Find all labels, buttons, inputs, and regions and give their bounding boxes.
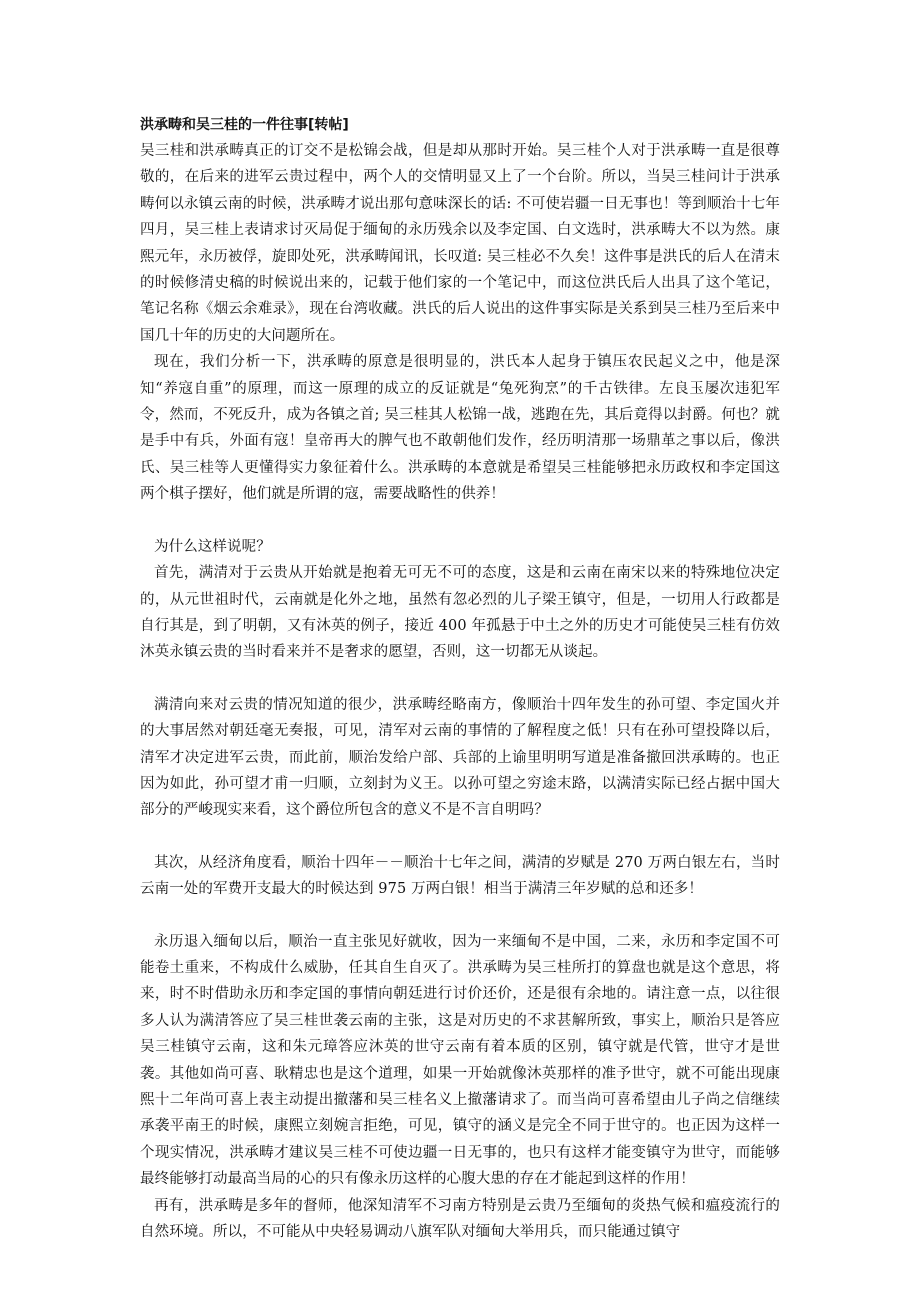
paragraph-gap: [140, 508, 780, 534]
paragraph-8: 再有，洪承畴是多年的督师，他深知清军不习南方特别是云贵乃至缅甸的炎热气候和瘟疫流行的自然环境。所以，不可能从中央轻易调动八旗军队对缅甸大举用兵，而只能通过镇守: [140, 1197, 780, 1241]
article-title: 洪承畴和吴三桂的一件往事[转帖]: [140, 117, 349, 133]
paragraph-4: 首先，满清对于云贵从开始就是抱着无可无不可的态度，这是和云南在南宋以来的特殊地位决定的，从元世祖时代，云南就是化外之地，虽然有忽必烈的儿子梁王镇守，但是，一切用人行政都是自行其是，到了明朝，又有沐英的例子，接近 400 年孤悬于中土之外的历史才可能使吴三桂有仿效沐英永镇云贵的当时看来并不是奢求的愿望，否则，这一切都无从谈起。: [140, 565, 780, 661]
paragraph-gap: [140, 903, 780, 929]
document-page: [140, 112, 780, 1245]
paragraph-3: 为什么这样说呢？: [154, 538, 271, 555]
paragraph-gap: [140, 666, 780, 692]
paragraph-6: 其次，从经济角度看，顺治十四年－－顺治十七年之间，满清的岁赋是 270 万两白银左右，当时云南一处的军费开支最大的时候达到 975 万两白银！相当于满清三年岁赋的总和还多！: [140, 854, 780, 898]
paragraph-1: 吴三桂和洪承畴真正的订交不是松锦会战，但是却从那时开始。吴三桂个人对于洪承畴一直是很尊敬的，在后来的进军云贵过程中，两个人的交情明显又上了一个台阶。所以，当吴三桂问计于洪承畴何以永镇云南的时候，洪承畴才说出那句意味深长的话: 不可使岩疆一日无事也！等到顺治十七年四月，吴三桂上表请求讨灭局促于缅甸的永历残余以及李定国、白文选时，洪承畴大不以为然。康熙元年，永历被俘，旋即处死，洪承畴闻讯，长叹道: 吴三桂必不久矣！这件事是洪氏的后人在清末的时候修清史稿的时候说出来的，记载于他们家的一个笔记中，而这位洪氏后人出具了这个笔记，笔记名称《烟云余难录》，现在台湾收藏。洪氏的后人说出的这件事实际是关系到吴三桂乃至后来中国几十年的历史的大问题所在。: [140, 143, 780, 344]
paragraph-2: 现在，我们分析一下，洪承畴的原意是很明显的，洪氏本人起身于镇压农民起义之中，他是深知“养寇自重”的原理，而这一原理的成立的反证就是“兔死狗烹”的千古铁律。左良玉屡次违犯军令，然而，不死反升，成为各镇之首; 吴三桂其人松锦一战，逃跑在先，其后竟得以封爵。何也？就是手中有兵，外面有寇！皇帝再大的脾气也不敢朝他们发作，经历明清那一场鼎革之事以后，像洪氏、吴三桂等人更懂得实力象征着什么。洪承畴的本意就是希望吴三桂能够把永历政权和李定国这两个棋子摆好，他们就是所谓的寇，需要战略性的供养！: [140, 354, 780, 503]
paragraph-5: 满清向来对云贵的情况知道的很少，洪承畴经略南方，像顺治十四年发生的孙可望、李定国火并的大事居然对朝廷毫无奏报，可见，清军对云南的事情的了解程度之低！只有在孙可望投降以后，清军才决定进军云贵，而此前，顺治发给户部、兵部的上谕里明明写道是准备撤回洪承畴的。也正因为如此，孙可望才甫一归顺，立刻封为义王。以孙可望之穷途末路，以满清实际已经占据中国大部分的严峻现实来看，这个爵位所包含的意义不是不言自明吗？: [140, 696, 780, 819]
paragraph-7: 永历退入缅甸以后，顺治一直主张见好就收，因为一来缅甸不是中国，二来，永历和李定国不可能卷土重来，不构成什么威胁，任其自生自灭了。洪承畴为吴三桂所打的算盘也就是这个意思，将来，时不时借助永历和李定国的事情向朝廷进行讨价还价，还是很有余地的。请注意一点，以往很多人认为满清答应了吴三桂世袭云南的主张，这是对历史的不求甚解所致，事实上，顺治只是答应吴三桂镇守云南，这和朱元璋答应沐英的世守云南有着本质的区别，镇守就是代管，世守才是世袭。其他如尚可喜、耿精忠也是这个道理，如果一开始就像沐英那样的准予世守，就不可能出现康熙十二年尚可喜上表主动提出撤藩和吴三桂名义上撤藩请求了。而当尚可喜希望由儿子尚之信继续承袭平南王的时候，康熙立刻婉言拒绝，可见，镇守的涵义是完全不同于世守的。也正因为这样一个现实情况，洪承畴才建议吴三桂不可使边疆一日无事的，也只有这样才能变镇守为世守，而能够最终能够打动最高当局的心的只有像永历这样的心腹大患的存在才能起到这样的作用！: [140, 933, 780, 1188]
paragraph-gap: [140, 824, 780, 850]
